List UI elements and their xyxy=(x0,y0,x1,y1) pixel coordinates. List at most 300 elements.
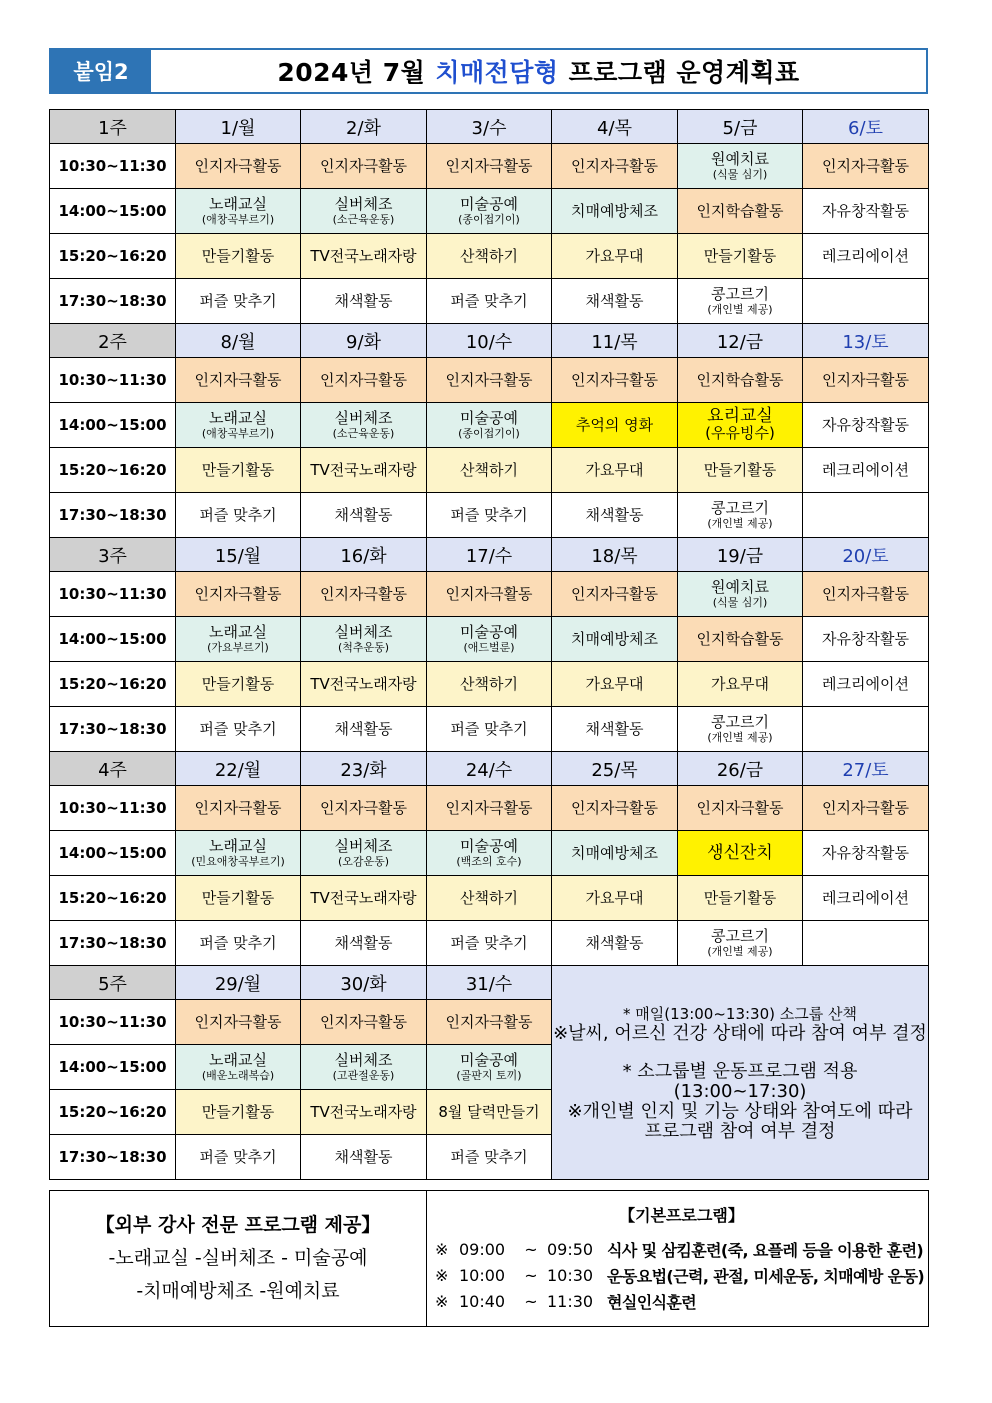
program-detail: (개인별 제공) xyxy=(707,303,773,316)
basic-item-desc: 식사 및 삼킴훈련(죽, 요플레 등을 이용한 훈련) xyxy=(607,1240,924,1260)
day-header: 10/수 xyxy=(427,324,552,358)
time-slot: 10:30~11:30 xyxy=(50,144,176,189)
program-name: 채색활동 xyxy=(334,291,393,310)
external-title: 【외부 강사 전문 프로그램 제공】 xyxy=(95,1214,381,1236)
time-slot: 17:30~18:30 xyxy=(50,921,176,966)
day-header: 15/월 xyxy=(176,538,301,572)
notes-box xyxy=(552,966,929,1180)
program-name: 미술공예 xyxy=(460,623,518,641)
program-name: 실버체조 xyxy=(334,409,393,427)
program-cell xyxy=(427,786,552,831)
program-name: 산책하기 xyxy=(460,888,518,907)
program-cell xyxy=(678,403,803,448)
time-slot-row xyxy=(50,786,929,831)
time-slot: 10:30~11:30 xyxy=(50,572,176,617)
program-name: 가요무대 xyxy=(585,246,644,265)
program-cell xyxy=(301,662,427,707)
program-cell xyxy=(301,1045,427,1090)
week-header-row xyxy=(50,966,929,1000)
external-line-1: -노래교실 -실버체조 - 미술공예 xyxy=(108,1247,368,1269)
program-cell xyxy=(427,234,552,279)
schedule-table xyxy=(49,109,929,1180)
time-slot-row xyxy=(50,279,929,324)
time-separator: ~ xyxy=(524,1265,538,1285)
program-cell xyxy=(552,572,678,617)
program-cell xyxy=(301,921,427,966)
program-name: 노래교실 xyxy=(209,409,267,427)
program-name: 퍼즐 맞추기 xyxy=(199,933,277,952)
program-name: 레크리에이션 xyxy=(822,674,909,693)
program-name: 원예치료 xyxy=(711,578,769,596)
day-header: 2/화 xyxy=(301,110,427,144)
time-slot: 17:30~18:30 xyxy=(50,279,176,324)
program-cell xyxy=(427,1000,552,1045)
program-name: 자유창작활동 xyxy=(822,415,909,434)
day-header: 9/화 xyxy=(301,324,427,358)
day-header: 25/목 xyxy=(552,752,678,786)
time-slot: 14:00~15:00 xyxy=(50,403,176,448)
program-name: 채색활동 xyxy=(334,505,393,524)
program-name: 인지자극활동 xyxy=(320,370,407,389)
program-name: 미술공예 xyxy=(460,195,518,213)
program-name: 채색활동 xyxy=(334,933,393,952)
page-title xyxy=(151,50,926,92)
program-name: 실버체조 xyxy=(334,1051,393,1069)
program-name: 채색활동 xyxy=(334,1147,393,1166)
program-name: 퍼즐 맞추기 xyxy=(450,505,528,524)
program-name: 퍼즐 맞추기 xyxy=(199,719,277,738)
program-detail: (골판지 토끼) xyxy=(456,1069,522,1082)
program-name: TV전국노래자랑 xyxy=(310,888,417,907)
program-name: 퍼즐 맞추기 xyxy=(199,505,277,524)
program-name: 퍼즐 맞추기 xyxy=(450,291,528,310)
program-name: 인지자극활동 xyxy=(445,798,533,817)
program-cell xyxy=(427,707,552,752)
program-name: 만들기활동 xyxy=(703,246,777,265)
program-cell xyxy=(427,1045,552,1090)
program-cell xyxy=(176,572,301,617)
note-line: 프로그램 참여 여부 결정 xyxy=(644,1120,836,1142)
time-slot: 10:30~11:30 xyxy=(50,1000,176,1045)
program-cell xyxy=(427,921,552,966)
program-cell xyxy=(803,403,929,448)
program-cell xyxy=(176,189,301,234)
time-slot-row xyxy=(50,234,929,279)
program-cell xyxy=(552,144,678,189)
program-cell xyxy=(678,786,803,831)
day-header: 11/목 xyxy=(552,324,678,358)
time-slot: 14:00~15:00 xyxy=(50,1045,176,1090)
program-name: 자유창작활동 xyxy=(822,629,909,648)
program-cell xyxy=(552,189,678,234)
program-cell xyxy=(678,279,803,324)
program-cell xyxy=(803,662,929,707)
time-slot: 14:00~15:00 xyxy=(50,831,176,876)
program-cell xyxy=(427,662,552,707)
program-name: 퍼즐 맞추기 xyxy=(450,933,528,952)
day-header: 12/금 xyxy=(678,324,803,358)
program-name: 자유창작활동 xyxy=(822,201,909,220)
program-name: TV전국노래자랑 xyxy=(310,674,417,693)
day-header: 3/수 xyxy=(427,110,552,144)
program-name: 채색활동 xyxy=(585,933,644,952)
program-name: 레크리에이션 xyxy=(822,246,909,265)
program-name: 인지자극활동 xyxy=(822,798,909,817)
program-name: 인지자극활동 xyxy=(571,370,658,389)
time-slot: 14:00~15:00 xyxy=(50,189,176,234)
time-slot: 17:30~18:30 xyxy=(50,1135,176,1180)
footer-table xyxy=(49,1190,929,1327)
program-name: 콩고르기 xyxy=(711,499,769,517)
program-name: 만들기활동 xyxy=(201,888,275,907)
day-header: 24/수 xyxy=(427,752,552,786)
program-cell xyxy=(176,1000,301,1045)
program-name: 인지학습활동 xyxy=(696,629,784,648)
program-name: 인지자극활동 xyxy=(696,798,784,817)
end-time: 11:30 xyxy=(547,1291,594,1311)
time-slot: 15:20~16:20 xyxy=(50,662,176,707)
time-slot: 15:20~16:20 xyxy=(50,1090,176,1135)
time-slot: 10:30~11:30 xyxy=(50,358,176,403)
time-slot-row xyxy=(50,662,929,707)
time-slot: 15:20~16:20 xyxy=(50,448,176,493)
program-cell xyxy=(552,448,678,493)
program-detail: (배운노래복습) xyxy=(201,1069,275,1082)
program-name: 인지자극활동 xyxy=(445,584,533,603)
program-cell xyxy=(427,279,552,324)
program-detail: (개인별 제공) xyxy=(707,731,773,744)
program-cell xyxy=(301,1090,427,1135)
program-name: 인지자극활동 xyxy=(571,798,658,817)
program-detail: (고관절운동) xyxy=(332,1069,395,1082)
program-detail: (식물 심기) xyxy=(712,596,768,609)
time-separator: ~ xyxy=(524,1291,538,1311)
program-cell xyxy=(427,144,552,189)
program-cell xyxy=(678,831,803,876)
program-name: 만들기활동 xyxy=(201,1102,275,1121)
program-cell xyxy=(552,831,678,876)
program-name: 인지학습활동 xyxy=(696,201,784,220)
program-name: 8월 달력만들기 xyxy=(438,1102,540,1121)
program-cell xyxy=(301,617,427,662)
week-label: 1주 xyxy=(50,110,176,144)
day-header: 26/금 xyxy=(678,752,803,786)
program-cell xyxy=(552,493,678,538)
week-header-row xyxy=(50,110,929,144)
program-cell xyxy=(552,662,678,707)
program-name: 인지자극활동 xyxy=(194,156,282,175)
program-cell xyxy=(803,707,929,752)
program-name: 미술공예 xyxy=(460,1051,518,1069)
program-name: 인지자극활동 xyxy=(822,584,909,603)
day-header: 6/토 xyxy=(803,110,929,144)
program-cell xyxy=(803,876,929,921)
program-cell xyxy=(552,234,678,279)
time-slot: 15:20~16:20 xyxy=(50,234,176,279)
program-name: 자유창작활동 xyxy=(822,843,909,862)
program-cell xyxy=(803,493,929,538)
program-cell xyxy=(803,144,929,189)
program-cell xyxy=(301,234,427,279)
program-cell xyxy=(427,358,552,403)
program-name: 인지자극활동 xyxy=(445,1012,533,1031)
program-name: 인지자극활동 xyxy=(194,798,282,817)
program-name: 채색활동 xyxy=(585,505,644,524)
program-name: 생신잔치 xyxy=(707,842,773,863)
program-detail: (소근육운동) xyxy=(332,213,395,226)
program-name: 미술공예 xyxy=(460,837,518,855)
external-program-box xyxy=(50,1191,427,1327)
day-header: 16/화 xyxy=(301,538,427,572)
program-cell xyxy=(301,876,427,921)
program-cell xyxy=(301,707,427,752)
basic-program-box xyxy=(427,1191,929,1327)
program-cell xyxy=(176,831,301,876)
time-slot: 10:30~11:30 xyxy=(50,786,176,831)
program-cell xyxy=(803,358,929,403)
week-header-row xyxy=(50,324,929,358)
program-name: 노래교실 xyxy=(209,195,267,213)
program-cell xyxy=(176,617,301,662)
time-slot-row xyxy=(50,921,929,966)
program-name: 인지자극활동 xyxy=(320,584,407,603)
program-detail: (소근육운동) xyxy=(332,427,395,440)
day-header: 1/월 xyxy=(176,110,301,144)
program-name: 퍼즐 맞추기 xyxy=(450,1147,528,1166)
note-line: ※개인별 인지 및 기능 상태와 참여도에 따라 xyxy=(567,1100,913,1122)
time-slot-row xyxy=(50,617,929,662)
program-cell xyxy=(176,1135,301,1180)
program-cell xyxy=(552,707,678,752)
end-time: 10:30 xyxy=(547,1265,594,1285)
time-slot-row xyxy=(50,189,929,234)
day-header: 20/토 xyxy=(803,538,929,572)
program-cell xyxy=(301,279,427,324)
program-cell xyxy=(552,876,678,921)
program-name: 산책하기 xyxy=(460,674,518,693)
program-detail: (종이접기이) xyxy=(458,427,520,440)
program-name: 레크리에이션 xyxy=(822,460,909,479)
day-header: 8/월 xyxy=(176,324,301,358)
day-header: 22/월 xyxy=(176,752,301,786)
program-cell xyxy=(301,572,427,617)
program-detail: (애창곡부르기) xyxy=(201,427,275,440)
program-cell xyxy=(552,617,678,662)
program-cell xyxy=(552,358,678,403)
program-cell xyxy=(176,279,301,324)
attachment-tag: 붙임2 xyxy=(51,50,151,92)
program-cell xyxy=(176,786,301,831)
program-name: 인지자극활동 xyxy=(194,1012,282,1031)
program-cell xyxy=(301,786,427,831)
time-slot-row xyxy=(50,876,929,921)
week-label: 3주 xyxy=(50,538,176,572)
program-cell xyxy=(176,144,301,189)
program-cell xyxy=(176,1090,301,1135)
note-line: * 소그룹별 운동프로그램 적용 xyxy=(622,1060,858,1082)
program-cell xyxy=(301,1135,427,1180)
program-name: 추억의 영화 xyxy=(575,415,654,434)
program-cell xyxy=(301,144,427,189)
program-cell xyxy=(176,358,301,403)
program-cell xyxy=(803,279,929,324)
program-cell xyxy=(427,493,552,538)
program-name: 실버체조 xyxy=(334,623,393,641)
program-cell xyxy=(427,572,552,617)
time-slot-row xyxy=(50,403,929,448)
program-cell xyxy=(427,1090,552,1135)
program-name: 콩고르기 xyxy=(711,285,769,303)
program-cell xyxy=(176,403,301,448)
basic-item xyxy=(435,1288,928,1314)
time-slot: 17:30~18:30 xyxy=(50,493,176,538)
program-cell xyxy=(678,189,803,234)
day-header: 13/토 xyxy=(803,324,929,358)
program-cell xyxy=(301,403,427,448)
program-cell xyxy=(678,617,803,662)
program-name: 인지자극활동 xyxy=(320,798,407,817)
program-name: 실버체조 xyxy=(334,837,393,855)
time-separator: ~ xyxy=(524,1239,538,1259)
program-name: 인지자극활동 xyxy=(194,584,282,603)
time-slot-row xyxy=(50,144,929,189)
schedule-body xyxy=(50,110,929,1180)
program-cell xyxy=(427,403,552,448)
program-detail: (애창곡부르기) xyxy=(201,213,275,226)
program-cell xyxy=(301,1000,427,1045)
note-line: ※날씨, 어르신 건강 상태에 따라 참여 여부 결정 xyxy=(553,1022,927,1044)
program-cell xyxy=(803,448,929,493)
program-cell xyxy=(176,234,301,279)
time-slot-row xyxy=(50,831,929,876)
program-name: 콩고르기 xyxy=(711,713,769,731)
basic-item-desc: 운동요법(근력, 관절, 미세운동, 치매예방 운동) xyxy=(607,1266,925,1286)
program-name: 인지자극활동 xyxy=(320,1012,407,1031)
program-detail: (개인별 제공) xyxy=(707,517,773,530)
program-name: 인지자극활동 xyxy=(445,370,533,389)
program-detail: (종이접기이) xyxy=(458,213,520,226)
day-header: 4/목 xyxy=(552,110,678,144)
week-header-row xyxy=(50,538,929,572)
program-cell xyxy=(678,358,803,403)
day-header: 31/수 xyxy=(427,966,552,1000)
program-detail: (민요애창곡부르기) xyxy=(191,855,285,868)
program-name: 가요무대 xyxy=(585,674,644,693)
program-name: 레크리에이션 xyxy=(822,888,909,907)
title-highlight: 치매전담형 xyxy=(435,58,559,87)
day-header: 18/목 xyxy=(552,538,678,572)
program-cell xyxy=(301,831,427,876)
start-time: 10:40 xyxy=(459,1291,506,1311)
day-header: 17/수 xyxy=(427,538,552,572)
program-name: 미술공예 xyxy=(460,409,518,427)
program-detail: (식물 심기) xyxy=(712,168,768,181)
program-cell xyxy=(427,189,552,234)
basic-item-list xyxy=(435,1236,928,1314)
program-name: 산책하기 xyxy=(460,246,518,265)
program-cell xyxy=(301,189,427,234)
program-name: 만들기활동 xyxy=(703,888,777,907)
start-time: 09:00 xyxy=(459,1239,506,1259)
day-header: 30/화 xyxy=(301,966,427,1000)
program-name: 인지자극활동 xyxy=(822,156,909,175)
time-slot-row xyxy=(50,493,929,538)
basic-item xyxy=(435,1236,928,1262)
program-name: 산책하기 xyxy=(460,460,518,479)
program-cell xyxy=(678,876,803,921)
program-name: 만들기활동 xyxy=(201,674,275,693)
basic-title: 【기본프로그램】 xyxy=(619,1206,744,1225)
program-cell xyxy=(552,403,678,448)
program-cell xyxy=(803,831,929,876)
program-name: 퍼즐 맞추기 xyxy=(199,291,277,310)
program-name: 인지자극활동 xyxy=(571,584,658,603)
start-time: 10:00 xyxy=(459,1265,506,1285)
program-cell xyxy=(301,358,427,403)
time-slot: 14:00~15:00 xyxy=(50,617,176,662)
program-cell xyxy=(427,448,552,493)
document-header xyxy=(49,48,928,94)
program-cell xyxy=(176,1045,301,1090)
time-slot-row xyxy=(50,358,929,403)
program-cell xyxy=(678,448,803,493)
program-name: TV전국노래자랑 xyxy=(310,246,417,265)
program-detail: (가요부르기) xyxy=(207,641,269,654)
program-name: TV전국노래자랑 xyxy=(310,1102,417,1121)
program-cell xyxy=(678,662,803,707)
program-name: 요리교실 xyxy=(707,406,773,426)
program-cell xyxy=(176,493,301,538)
program-cell xyxy=(176,662,301,707)
program-cell xyxy=(176,707,301,752)
program-cell xyxy=(678,572,803,617)
program-name: 인지자극활동 xyxy=(822,370,909,389)
note-line: (13:00~17:30) xyxy=(673,1080,807,1102)
program-cell xyxy=(301,448,427,493)
time-slot-row xyxy=(50,572,929,617)
end-time: 09:50 xyxy=(547,1239,594,1259)
program-cell xyxy=(427,876,552,921)
program-name: 치매예방체조 xyxy=(571,843,658,862)
program-detail: (척추운동) xyxy=(337,641,390,654)
program-cell xyxy=(803,786,929,831)
program-name: 만들기활동 xyxy=(201,246,275,265)
program-name: 가요무대 xyxy=(711,674,769,693)
program-cell xyxy=(552,786,678,831)
program-name: 만들기활동 xyxy=(201,460,275,479)
program-name: 채색활동 xyxy=(334,719,393,738)
program-cell xyxy=(301,493,427,538)
basic-item xyxy=(435,1262,928,1288)
program-name: 가요무대 xyxy=(585,888,644,907)
program-cell xyxy=(552,279,678,324)
program-detail: (우유빙수) xyxy=(705,424,775,442)
program-cell xyxy=(552,921,678,966)
basic-item-desc: 현실인식훈련 xyxy=(607,1292,697,1312)
title-prefix: 2024년 7월 xyxy=(277,58,426,87)
program-name: 치매예방체조 xyxy=(571,201,658,220)
program-cell xyxy=(176,921,301,966)
program-cell xyxy=(678,144,803,189)
program-name: 인지자극활동 xyxy=(320,156,407,175)
program-detail: (백조의 호수) xyxy=(456,855,522,868)
program-cell xyxy=(427,1135,552,1180)
program-name: 퍼즐 맞추기 xyxy=(450,719,528,738)
time-slot: 15:20~16:20 xyxy=(50,876,176,921)
time-slot-row xyxy=(50,448,929,493)
program-cell xyxy=(678,707,803,752)
note-mark: ※ xyxy=(435,1265,449,1285)
